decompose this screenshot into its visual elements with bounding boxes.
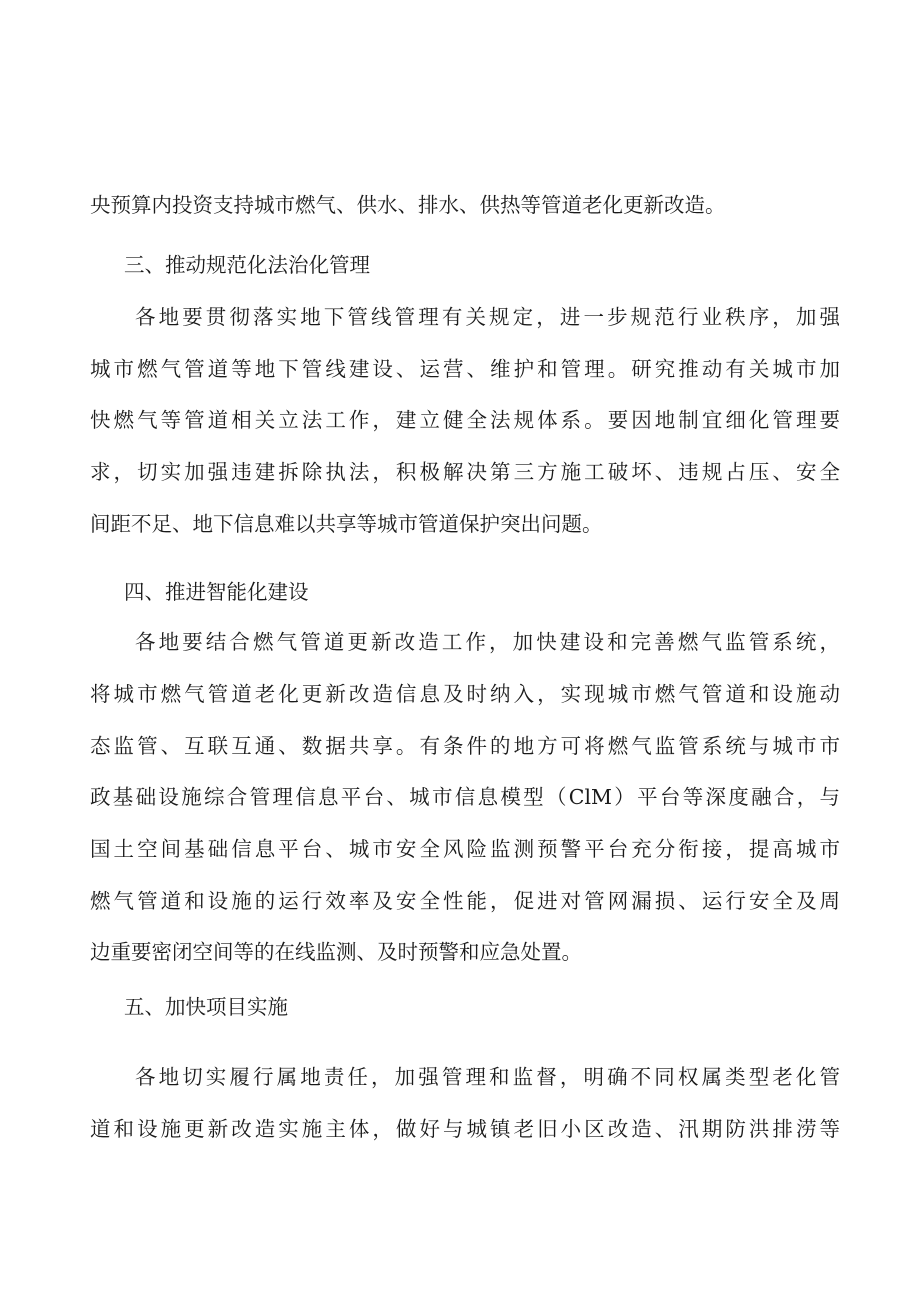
paragraph-line: 求，切实加强违建拆除执法，积极解决第三方施工破坏、违规占压、安全: [90, 460, 840, 484]
paragraph-line: 态监管、互联互通、数据共享。有条件的地方可将燃气监管系统与城市市: [90, 734, 840, 758]
section-heading: 四、推进智能化建设: [124, 580, 309, 604]
paragraph-line: 间距不足、地下信息难以共享等城市管道保护突出问题。: [90, 512, 603, 536]
section-heading: 三、推动规范化法治化管理: [124, 253, 370, 277]
paragraph-line: 政基础设施综合管理信息平台、城市信息模型（ClM）平台等深度融合，与: [90, 785, 840, 809]
paragraph-line: 各地要结合燃气管道更新改造工作，加快建设和完善燃气监管系统，: [135, 630, 840, 654]
paragraph-line: 各地切实履行属地责任，加强管理和监督，明确不同权属类型老化管: [135, 1065, 840, 1089]
paragraph-line: 道和设施更新改造实施主体，做好与城镇老旧小区改造、汛期防洪排涝等: [90, 1117, 840, 1141]
paragraph-line: 快燃气等管道相关立法工作，建立健全法规体系。要因地制宜细化管理要: [90, 408, 840, 432]
paragraph-line: 央预算内投资支持城市燃气、供水、排水、供热等管道老化更新改造。: [90, 193, 726, 217]
paragraph-line: 将城市燃气管道老化更新改造信息及时纳入，实现城市燃气管道和设施动: [90, 682, 840, 706]
paragraph-line: 国土空间基础信息平台、城市安全风险监测预警平台充分衔接，提高城市: [90, 837, 840, 861]
section-heading: 五、加快项目实施: [124, 995, 288, 1019]
paragraph-line: 各地要贯彻落实地下管线管理有关规定，进一步规范行业秩序，加强: [135, 305, 840, 329]
paragraph-line: 燃气管道和设施的运行效率及安全性能，促进对管网漏损、运行安全及周: [90, 889, 840, 913]
paragraph-line: 边重要密闭空间等的在线监测、及时预警和应急处置。: [90, 940, 582, 964]
paragraph-line: 城市燃气管道等地下管线建设、运营、维护和管理。研究推动有关城市加: [90, 357, 840, 381]
